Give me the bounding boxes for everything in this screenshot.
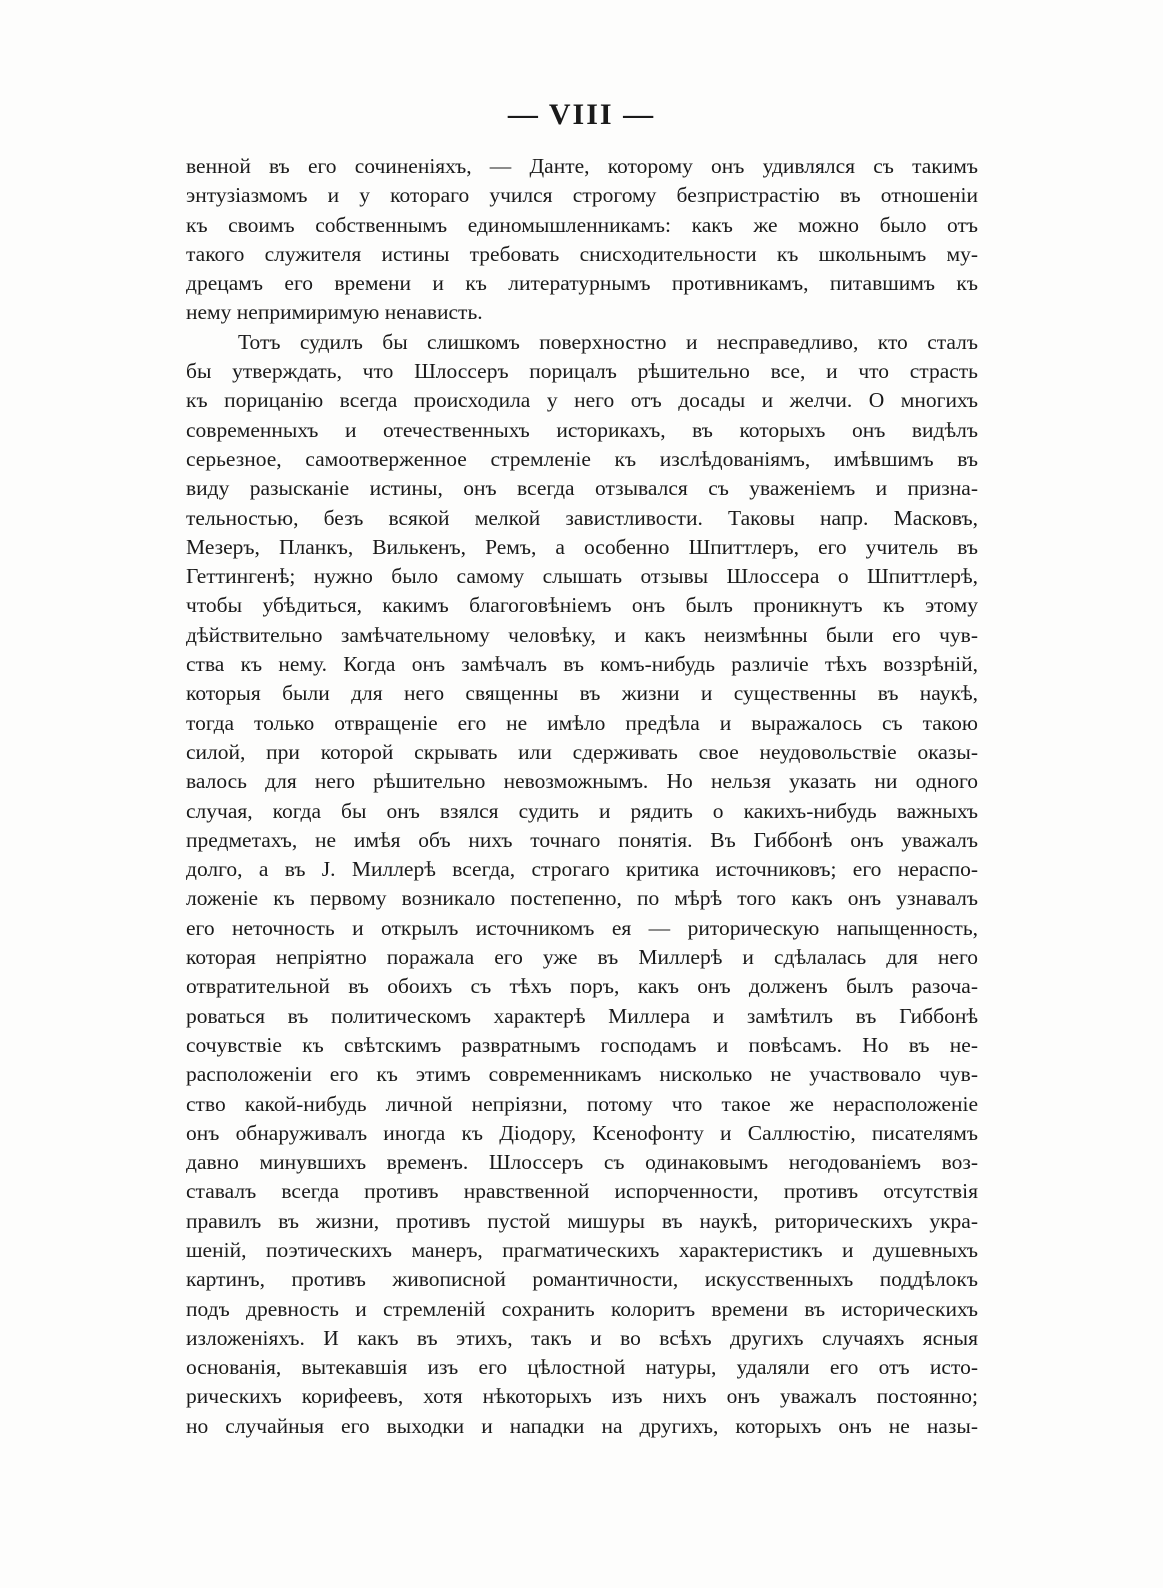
text-line: Геттингенѣ; нужно было самому слышать отзывы Шлоссера о Шпиттлерѣ, <box>186 564 978 589</box>
text-line: ство какой-нибудь личной непріязни, потому что такое же нерасположеніе <box>186 1091 978 1116</box>
text-line: роваться въ политическомъ характерѣ Миллера и замѣтилъ въ Гиббонѣ <box>186 1003 978 1028</box>
text-line: дрецамъ его времени и къ литературнымъ противникамъ, питавшимъ къ <box>186 271 978 296</box>
text-line: которыя были для него священны въ жизни и существенны въ наукѣ, <box>186 681 978 706</box>
text-line: ства къ нему. Когда онъ замѣчалъ въ комъ-нибудь различіе тѣхъ воззрѣній, <box>186 652 978 677</box>
text-line: энтузіазмомъ и у котораго учился строгому безпристрастію въ отношеніи <box>186 183 978 208</box>
text-line: которая непріятно поражала его уже въ Миллерѣ и сдѣлалась для него <box>186 945 978 970</box>
text-line: чтобы убѣдиться, какимъ благоговѣніемъ онъ былъ проникнутъ къ этому <box>186 593 978 618</box>
text-line: давно минувшихъ временъ. Шлоссеръ съ одинаковымъ негодованіемъ воз- <box>186 1150 978 1175</box>
text-line: подъ древность и стремленій сохранить колоритъ времени въ историческихъ <box>186 1296 978 1321</box>
text-line: ставалъ всегда противъ нравственной испорченности, противъ отсутствія <box>186 1179 978 1204</box>
text-line: картинъ, противъ живописной романтичности, искусственныхъ поддѣлокъ <box>186 1267 978 1292</box>
text-line: силой, при которой скрывать или сдерживать свое неудовольствіе оказы- <box>186 739 978 764</box>
text-line: сочувствіе къ свѣтскимъ развратнымъ господамъ и повѣсамъ. Но въ не- <box>186 1032 978 1057</box>
text-line: серьезное, самоотверженное стремленіе къ изслѣдованіямъ, имѣвшимъ въ <box>186 446 978 471</box>
text-line: тельностью, безъ всякой мелкой завистливости. Таковы напр. Масковъ, <box>186 505 978 530</box>
text-line: шеній, поэтическихъ манеръ, прагматическихъ характеристикъ и душевныхъ <box>186 1237 978 1262</box>
text-line: расположеніи его къ этимъ современникамъ нисколько не участвовало чув- <box>186 1062 978 1087</box>
text-line: основанія, вытекавшія изъ его цѣлостной натуры, удаляли его отъ исто- <box>186 1355 978 1380</box>
text-line: отвратительной въ обоихъ съ тѣхъ поръ, какъ онъ долженъ былъ разоча- <box>186 974 978 999</box>
page-number: — VIII — <box>507 98 656 131</box>
text-line: Тотъ судилъ бы слишкомъ поверхностно и несправедливо, кто сталъ <box>238 329 978 354</box>
text-line: бы утверждать, что Шлоссеръ порицалъ рѣшительно все, и что страсть <box>186 359 978 384</box>
text-line: Мезеръ, Планкъ, Вилькенъ, Ремъ, а особенно Шпиттлеръ, его учитель въ <box>186 534 978 559</box>
text-line: дѣйствительно замѣчательному человѣку, и какъ неизмѣнны были его чув- <box>186 622 978 647</box>
text-line: долго, а въ J. Миллерѣ всегда, строгаго критика источниковъ; его нерaспо- <box>186 857 978 882</box>
text-line: нему непримиримую ненависть. <box>186 300 483 325</box>
text-line: венной въ его сочиненіяхъ, — Данте, которому онъ удивлялся съ такимъ <box>186 154 978 178</box>
text-line: виду разысканіе истины, онъ всегда отзывался съ уваженіемъ и призна- <box>186 476 978 501</box>
body-text <box>186 152 978 1441</box>
text-line: ложеніе къ первому возникало постепенно, по мѣрѣ того какъ онъ узнавалъ <box>186 886 978 911</box>
text-line: тогда только отвращеніе его не имѣло предѣла и выражалось съ такою <box>186 710 978 735</box>
text-line: рическихъ корифеевъ, хотя нѣкоторыхъ изъ нихъ онъ уважалъ постоянно; <box>186 1384 978 1409</box>
text-line: случая, когда бы онъ взялся судить и рядить о какихъ-нибудь важныхъ <box>186 798 978 823</box>
text-line: такого служителя истины требовать снисходительности къ школьнымъ му- <box>186 241 978 266</box>
text-line: онъ обнаруживалъ иногда къ Діодору, Ксенофонту и Саллюстію, писателямъ <box>186 1120 978 1145</box>
text-line: правилъ въ жизни, противъ пустой мишуры въ наукѣ, риторическихъ укра- <box>186 1208 978 1233</box>
text-line: къ порицанію всегда происходила у него отъ досады и желчи. О многихъ <box>186 388 978 413</box>
text-line: предметахъ, не имѣя объ нихъ точнаго понятія. Въ Гиббонѣ онъ уважалъ <box>186 827 978 852</box>
text-line: его неточность и открылъ источникомъ ея — риторическую напыщенность, <box>186 915 978 940</box>
text-line: современныхъ и отечественныхъ историкахъ, въ которыхъ онъ видѣлъ <box>186 417 978 442</box>
text-line: но случайныя его выходки и нападки на другихъ, которыхъ онъ не назы- <box>186 1413 978 1438</box>
text-line: изложеніяхъ. И какъ въ этихъ, такъ и во всѣхъ другихъ случаяхъ ясныя <box>186 1325 978 1350</box>
text-line: къ своимъ собственнымъ единомышленникамъ: какъ же можно было отъ <box>186 212 978 237</box>
text-line: валось для него рѣшительно невозможнымъ. Но нельзя указать ни одного <box>186 769 978 794</box>
